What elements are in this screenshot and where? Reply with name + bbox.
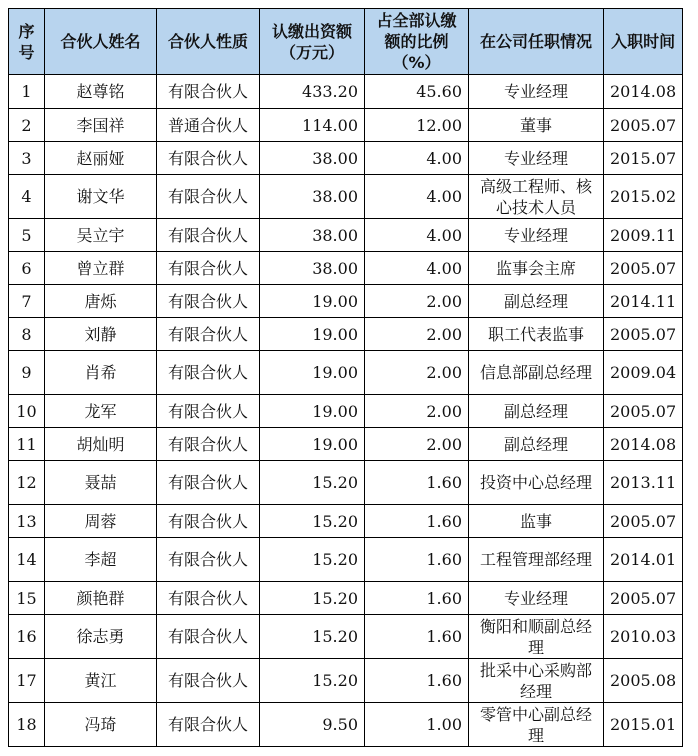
partner-name-cell: 曾立群 (45, 252, 157, 285)
subscribed-ratio-cell: 4.00 (365, 142, 469, 175)
subscribed-ratio-cell: 1.60 (365, 659, 469, 703)
join-date-cell: 2014.01 (604, 538, 683, 582)
table-row (9, 582, 683, 615)
join-date-cell: 2005.07 (604, 395, 683, 428)
subscribed-amount-cell: 15.20 (260, 582, 365, 615)
subscribed-amount-cell: 38.00 (260, 219, 365, 252)
table-row (9, 75, 683, 109)
subscribed-amount-cell: 114.00 (260, 109, 365, 142)
partner-type-cell: 有限合伙人 (157, 175, 260, 219)
join-date-cell: 2010.03 (604, 615, 683, 659)
position-cell: 副总经理 (469, 395, 604, 428)
header-cell-position: 在公司任职情况 (469, 9, 604, 75)
partner-name-cell: 冯琦 (45, 703, 157, 747)
header-cell-amount: 认缴出资额（万元） (260, 9, 365, 75)
table-row (9, 318, 683, 351)
partner-type-cell: 有限合伙人 (157, 538, 260, 582)
position-cell: 副总经理 (469, 285, 604, 318)
partner-type-cell: 有限合伙人 (157, 75, 260, 109)
position-cell: 投资中心总经理 (469, 461, 604, 505)
subscribed-amount-cell: 9.50 (260, 703, 365, 747)
subscribed-amount-cell: 15.20 (260, 615, 365, 659)
subscribed-amount-cell: 19.00 (260, 395, 365, 428)
partner-name-cell: 肖希 (45, 351, 157, 395)
subscribed-ratio-cell: 2.00 (365, 428, 469, 461)
partner-type-cell: 有限合伙人 (157, 395, 260, 428)
partner-type-cell: 有限合伙人 (157, 351, 260, 395)
subscribed-ratio-cell: 2.00 (365, 285, 469, 318)
partner-name-cell: 徐志勇 (45, 615, 157, 659)
partner-type-cell: 有限合伙人 (157, 252, 260, 285)
join-date-cell: 2015.07 (604, 142, 683, 175)
subscribed-amount-cell: 15.20 (260, 538, 365, 582)
row-number-cell: 7 (9, 285, 45, 318)
subscribed-ratio-cell: 1.60 (365, 538, 469, 582)
join-date-cell: 2015.01 (604, 703, 683, 747)
row-number-cell: 6 (9, 252, 45, 285)
subscribed-amount-cell: 15.20 (260, 659, 365, 703)
subscribed-amount-cell: 15.20 (260, 461, 365, 505)
join-date-cell: 2005.07 (604, 109, 683, 142)
table-row (9, 703, 683, 747)
table-row (9, 505, 683, 538)
subscribed-ratio-cell: 4.00 (365, 219, 469, 252)
header-cell-ratio: 占全部认缴额的比例（%） (365, 9, 469, 75)
position-cell: 专业经理 (469, 142, 604, 175)
subscribed-amount-cell: 19.00 (260, 428, 365, 461)
table-row (9, 219, 683, 252)
partner-name-cell: 李超 (45, 538, 157, 582)
join-date-cell: 2005.08 (604, 659, 683, 703)
row-number-cell: 18 (9, 703, 45, 747)
table-row (9, 659, 683, 703)
join-date-cell: 2009.04 (604, 351, 683, 395)
subscribed-ratio-cell: 1.60 (365, 582, 469, 615)
subscribed-ratio-cell: 1.60 (365, 505, 469, 538)
subscribed-ratio-cell: 45.60 (365, 75, 469, 109)
subscribed-amount-cell: 15.20 (260, 505, 365, 538)
partner-name-cell: 吴立宇 (45, 219, 157, 252)
partner-table (8, 8, 683, 747)
join-date-cell: 2014.08 (604, 75, 683, 109)
partner-name-cell: 赵丽娅 (45, 142, 157, 175)
partner-type-cell: 有限合伙人 (157, 318, 260, 351)
row-number-cell: 13 (9, 505, 45, 538)
subscribed-amount-cell: 19.00 (260, 285, 365, 318)
position-cell: 信息部副总经理 (469, 351, 604, 395)
row-number-cell: 9 (9, 351, 45, 395)
partner-name-cell: 胡灿明 (45, 428, 157, 461)
subscribed-amount-cell: 19.00 (260, 318, 365, 351)
partner-name-cell: 龙军 (45, 395, 157, 428)
position-cell: 专业经理 (469, 219, 604, 252)
subscribed-ratio-cell: 1.60 (365, 615, 469, 659)
row-number-cell: 14 (9, 538, 45, 582)
position-cell: 监事 (469, 505, 604, 538)
partner-type-cell: 普通合伙人 (157, 109, 260, 142)
header-cell-date: 入职时间 (604, 9, 683, 75)
position-cell: 职工代表监事 (469, 318, 604, 351)
partner-type-cell: 有限合伙人 (157, 703, 260, 747)
position-cell: 衡阳和顺副总经理 (469, 615, 604, 659)
partner-type-cell: 有限合伙人 (157, 505, 260, 538)
join-date-cell: 2014.11 (604, 285, 683, 318)
subscribed-amount-cell: 38.00 (260, 252, 365, 285)
position-cell: 批采中心采购部经理 (469, 659, 604, 703)
subscribed-ratio-cell: 4.00 (365, 252, 469, 285)
header-cell-no: 序号 (9, 9, 45, 75)
row-number-cell: 2 (9, 109, 45, 142)
row-number-cell: 16 (9, 615, 45, 659)
row-number-cell: 12 (9, 461, 45, 505)
partner-name-cell: 周蓉 (45, 505, 157, 538)
header-cell-name: 合伙人姓名 (45, 9, 157, 75)
position-cell: 监事会主席 (469, 252, 604, 285)
partner-type-cell: 有限合伙人 (157, 219, 260, 252)
position-cell: 零管中心副总经理 (469, 703, 604, 747)
table-row (9, 461, 683, 505)
partner-type-cell: 有限合伙人 (157, 659, 260, 703)
partner-type-cell: 有限合伙人 (157, 285, 260, 318)
row-number-cell: 11 (9, 428, 45, 461)
partner-type-cell: 有限合伙人 (157, 142, 260, 175)
partner-name-cell: 颜艳群 (45, 582, 157, 615)
table-row (9, 351, 683, 395)
table-row (9, 252, 683, 285)
position-cell: 高级工程师、核心技术人员 (469, 175, 604, 219)
table-row (9, 109, 683, 142)
partner-name-cell: 唐烁 (45, 285, 157, 318)
join-date-cell: 2005.07 (604, 505, 683, 538)
join-date-cell: 2005.07 (604, 252, 683, 285)
row-number-cell: 17 (9, 659, 45, 703)
table-row (9, 142, 683, 175)
row-number-cell: 1 (9, 75, 45, 109)
header-row (9, 9, 683, 75)
partner-name-cell: 聂喆 (45, 461, 157, 505)
join-date-cell: 2005.07 (604, 318, 683, 351)
subscribed-ratio-cell: 12.00 (365, 109, 469, 142)
row-number-cell: 3 (9, 142, 45, 175)
position-cell: 专业经理 (469, 582, 604, 615)
table-row (9, 428, 683, 461)
partner-name-cell: 李国祥 (45, 109, 157, 142)
position-cell: 董事 (469, 109, 604, 142)
subscribed-ratio-cell: 1.60 (365, 461, 469, 505)
partner-name-cell: 赵尊铭 (45, 75, 157, 109)
partner-type-cell: 有限合伙人 (157, 428, 260, 461)
header-cell-type: 合伙人性质 (157, 9, 260, 75)
row-number-cell: 8 (9, 318, 45, 351)
join-date-cell: 2014.08 (604, 428, 683, 461)
row-number-cell: 15 (9, 582, 45, 615)
subscribed-ratio-cell: 1.00 (365, 703, 469, 747)
table-row (9, 538, 683, 582)
subscribed-ratio-cell: 2.00 (365, 395, 469, 428)
position-cell: 专业经理 (469, 75, 604, 109)
join-date-cell: 2005.07 (604, 582, 683, 615)
partner-name-cell: 黄江 (45, 659, 157, 703)
partner-name-cell: 谢文华 (45, 175, 157, 219)
row-number-cell: 10 (9, 395, 45, 428)
partner-name-cell: 刘静 (45, 318, 157, 351)
partner-type-cell: 有限合伙人 (157, 615, 260, 659)
subscribed-amount-cell: 433.20 (260, 75, 365, 109)
join-date-cell: 2015.02 (604, 175, 683, 219)
row-number-cell: 4 (9, 175, 45, 219)
subscribed-ratio-cell: 4.00 (365, 175, 469, 219)
table-row (9, 175, 683, 219)
subscribed-ratio-cell: 2.00 (365, 318, 469, 351)
row-number-cell: 5 (9, 219, 45, 252)
subscribed-ratio-cell: 2.00 (365, 351, 469, 395)
subscribed-amount-cell: 19.00 (260, 351, 365, 395)
join-date-cell: 2009.11 (604, 219, 683, 252)
table-row (9, 395, 683, 428)
join-date-cell: 2013.11 (604, 461, 683, 505)
position-cell: 副总经理 (469, 428, 604, 461)
subscribed-amount-cell: 38.00 (260, 175, 365, 219)
table-row (9, 285, 683, 318)
partner-type-cell: 有限合伙人 (157, 582, 260, 615)
position-cell: 工程管理部经理 (469, 538, 604, 582)
table-row (9, 615, 683, 659)
subscribed-amount-cell: 38.00 (260, 142, 365, 175)
partner-type-cell: 有限合伙人 (157, 461, 260, 505)
